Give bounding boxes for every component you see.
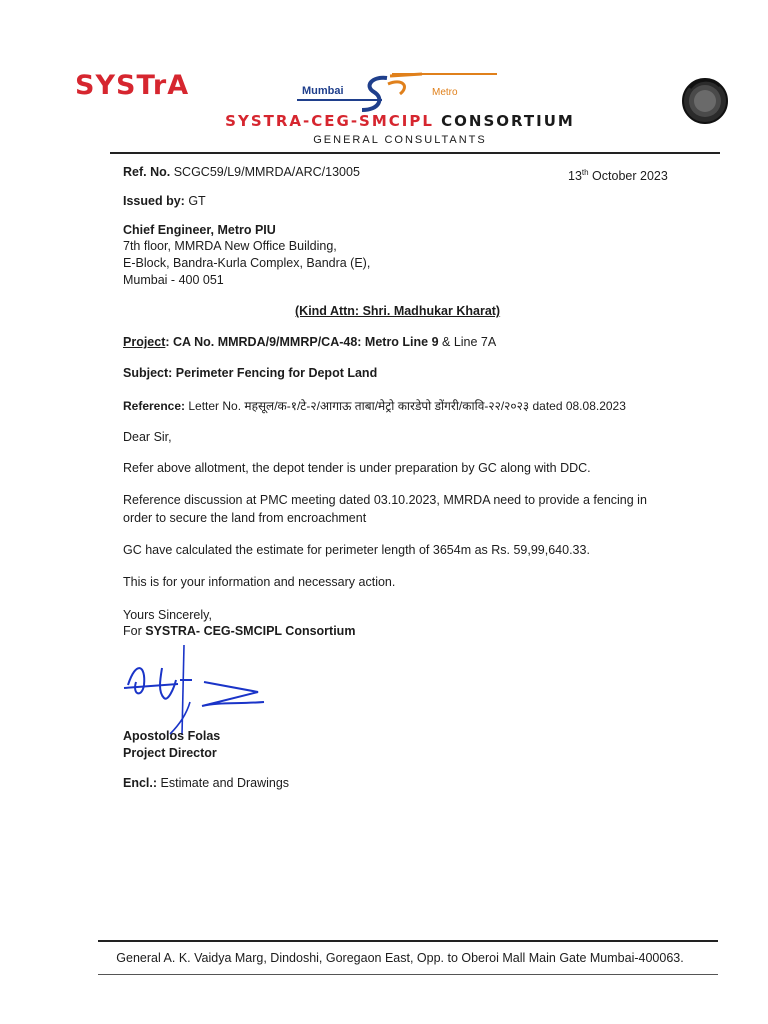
paragraph-2-line-2: order to secure the land from encroachment bbox=[123, 511, 367, 525]
footer-divider-top bbox=[98, 940, 718, 942]
enclosure-line bbox=[123, 776, 289, 791]
signatory-name: Apostolos Folas bbox=[123, 729, 221, 743]
encl-label: Encl.: bbox=[123, 776, 158, 790]
closing: Yours Sincerely, bbox=[123, 608, 212, 622]
project-line bbox=[123, 335, 496, 350]
kind-attention: (Kind Attn: Shri. Madhukar Kharat) bbox=[295, 304, 501, 318]
signature bbox=[118, 640, 278, 740]
for-org: SYSTRA- CEG-SMCIPL Consortium bbox=[145, 624, 356, 638]
general-consultants-subtitle: GENERAL CONSULTANTS bbox=[313, 134, 487, 146]
issued-by-line bbox=[123, 194, 206, 209]
mumbai-metro-logo bbox=[292, 68, 502, 116]
for-label: For bbox=[123, 624, 146, 638]
issued-value: GT bbox=[188, 194, 206, 208]
date-day: 13 bbox=[568, 169, 582, 184]
paragraph-2-line-1: Reference discussion at PMC meeting dated 03.10.2023, MMRDA need to provide a fencing in bbox=[123, 493, 647, 507]
salutation: Dear Sir, bbox=[123, 430, 172, 444]
subject-value: Perimeter Fencing for Depot Land bbox=[172, 366, 378, 380]
date-suffix: th bbox=[581, 168, 589, 177]
signatory-title: Project Director bbox=[123, 746, 217, 760]
consortium-title bbox=[0, 112, 768, 130]
subject-line bbox=[123, 366, 377, 381]
consortium-title-red: SYSTRA-CEG-SMCIPL bbox=[225, 112, 434, 130]
header-divider bbox=[110, 152, 720, 154]
ref-label: Ref. No. bbox=[123, 165, 171, 179]
ref-value: SCGC59/L9/MMRDA/ARC/13005 bbox=[173, 165, 360, 179]
handwritten-signature-icon bbox=[118, 640, 278, 740]
systra-logo: SYSTrA bbox=[75, 70, 190, 101]
metro-logo-metro-text: Metro bbox=[432, 87, 458, 98]
project-value: : CA No. MMRDA/9/MMRP/CA-48: Metro Line 9 bbox=[165, 335, 439, 349]
project-tail: & Line 7A bbox=[438, 335, 497, 349]
ref-line bbox=[123, 165, 360, 180]
footer-divider-bottom bbox=[98, 974, 718, 975]
address-line-3: Mumbai - 400 051 bbox=[123, 273, 224, 287]
address-line-2: E-Block, Bandra-Kurla Complex, Bandra (E), bbox=[123, 256, 371, 270]
paragraph-3: GC have calculated the estimate for perimeter length of 3654m as Rs. 59,99,640.33. bbox=[123, 543, 590, 557]
project-label: Project bbox=[123, 335, 166, 349]
paragraph-1: Refer above allotment, the depot tender is under preparation by GC along with DDC. bbox=[123, 461, 591, 475]
consortium-title-dark: CONSORTIUM bbox=[441, 112, 575, 130]
issued-label: Issued by: bbox=[123, 194, 185, 208]
address-line-1: 7th floor, MMRDA New Office Building, bbox=[123, 239, 337, 253]
paragraph-4: This is for your information and necessary action. bbox=[123, 575, 396, 589]
reference-label: Reference: bbox=[123, 399, 186, 413]
footer-address: General A. K. Vaidya Marg, Dindoshi, Goregaon East, Opp. to Oberoi Mall Main Gate Mumbai-400063. bbox=[116, 951, 684, 965]
encl-value: Estimate and Drawings bbox=[157, 776, 290, 790]
reference-value: Letter No. महसूल/क-१/टे-२/आगाऊ ताबा/मेट्रो कारडेपो डोंगरी/कावि-२२/२०२३ dated 08.08.2023 bbox=[185, 399, 626, 413]
recipient-title: Chief Engineer, Metro PIU bbox=[123, 223, 276, 237]
metro-logo-mumbai-text: Mumbai bbox=[302, 85, 344, 97]
reference-line bbox=[123, 399, 626, 414]
for-organisation bbox=[123, 624, 355, 639]
letter-date bbox=[568, 165, 668, 184]
subject-label: Subject: bbox=[123, 366, 173, 380]
date-rest: October 2023 bbox=[588, 169, 668, 184]
